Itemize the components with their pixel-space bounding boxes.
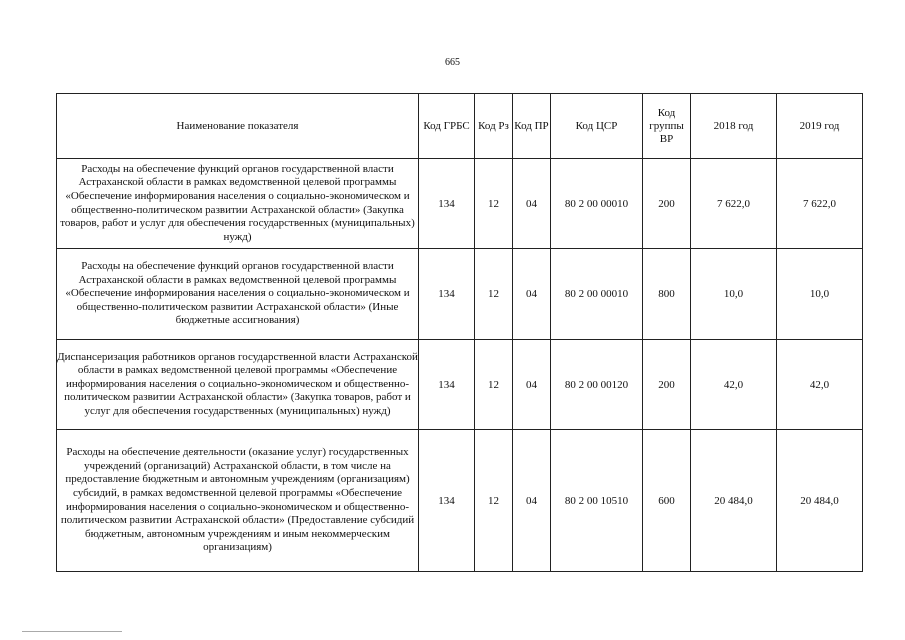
row-2019: 42,0: [777, 340, 863, 430]
row-2018: 10,0: [691, 249, 777, 340]
table-row: [57, 159, 863, 249]
row-2018: 42,0: [691, 340, 777, 430]
row-rz: 12: [475, 430, 513, 572]
row-2018: 7 622,0: [691, 159, 777, 249]
page-number: 665: [445, 57, 460, 68]
budget-table: [56, 93, 863, 572]
row-csr: 80 2 00 00010: [551, 249, 643, 340]
row-grbs: 134: [419, 249, 475, 340]
row-grbs: 134: [419, 159, 475, 249]
row-2018: 20 484,0: [691, 430, 777, 572]
row-name: Диспансеризация работников органов государственной власти Астраханской области в рамках ведомственной целевой программы «Обеспечение информирования населения о социально-экономическом и общественно-политическом развитии Астраханской области» (Закупка товаров, работ и услуг для обеспечения государственных (муниципальных) нужд): [57, 340, 419, 430]
header-grbs: Код ГРБС: [419, 94, 475, 159]
table-row: [57, 340, 863, 430]
header-2019: 2019 год: [777, 94, 863, 159]
row-2019: 20 484,0: [777, 430, 863, 572]
header-name: Наименование показателя: [57, 94, 419, 159]
row-name: Расходы на обеспечение функций органов государственной власти Астраханской области в рамках ведомственной целевой программы «Обеспечение информирования населения о социально-экономическом и общественно-политическом развитии Астраханской области» (Закупка товаров, работ и услуг для обеспечения государственных (муниципальных) нужд): [57, 159, 419, 249]
row-grbs: 134: [419, 430, 475, 572]
header-rz: Код Рз: [475, 94, 513, 159]
row-name: Расходы на обеспечение деятельности (оказание услуг) государственных учреждений (организаций) Астраханской области, в том числе на предоставление бюджетным и автономным учреждениям (организациям) субсидий, в рамках ведомственной целевой программы «Обеспечение информирования населения о социально-экономическом и общественно-политическом развитии Астраханской области» (Предоставление субсидий бюджетным, автономным учреждениям и иным некоммерческим организациям): [57, 430, 419, 572]
header-csr: Код ЦСР: [551, 94, 643, 159]
row-grbs: 134: [419, 340, 475, 430]
row-rz: 12: [475, 340, 513, 430]
row-2019: 10,0: [777, 249, 863, 340]
row-vr: 600: [643, 430, 691, 572]
row-vr: 800: [643, 249, 691, 340]
row-vr: 200: [643, 340, 691, 430]
header-vr: Код группы ВР: [643, 94, 691, 159]
table-row: [57, 430, 863, 572]
row-rz: 12: [475, 249, 513, 340]
table-header-row: [57, 94, 863, 159]
header-2018: 2018 год: [691, 94, 777, 159]
row-pr: 04: [513, 159, 551, 249]
row-csr: 80 2 00 00010: [551, 159, 643, 249]
row-name: Расходы на обеспечение функций органов государственной власти Астраханской области в рамках ведомственной целевой программы «Обеспечение информирования населения о социально-экономическом и общественно-политическом развитии Астраханской области» (Иные бюджетные ассигнования): [57, 249, 419, 340]
row-csr: 80 2 00 00120: [551, 340, 643, 430]
row-2019: 7 622,0: [777, 159, 863, 249]
scan-artifact-line: [22, 631, 122, 632]
header-pr: Код ПР: [513, 94, 551, 159]
row-rz: 12: [475, 159, 513, 249]
table-row: [57, 249, 863, 340]
row-vr: 200: [643, 159, 691, 249]
row-pr: 04: [513, 430, 551, 572]
row-csr: 80 2 00 10510: [551, 430, 643, 572]
row-pr: 04: [513, 249, 551, 340]
row-pr: 04: [513, 340, 551, 430]
